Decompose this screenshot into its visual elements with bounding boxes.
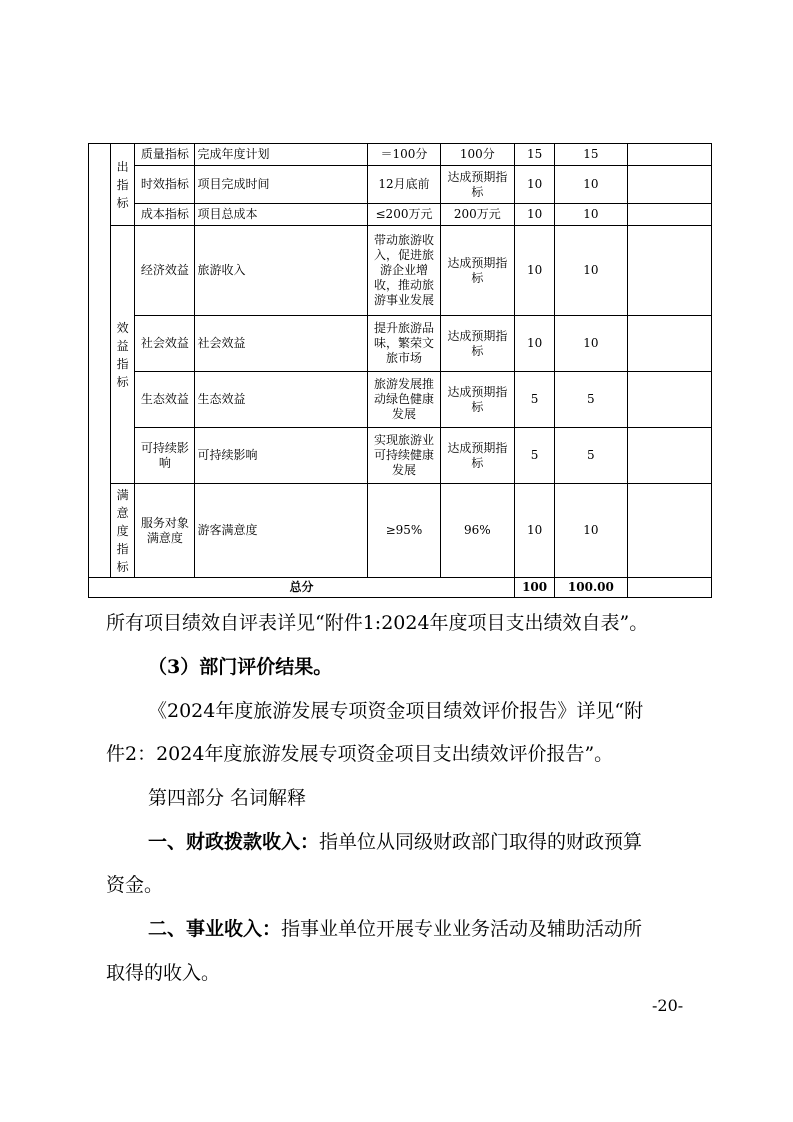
- score-cell: 15: [555, 144, 627, 166]
- weight-cell: 10: [515, 166, 555, 204]
- weight-cell: 10: [515, 204, 555, 226]
- score-cell: 10: [555, 316, 627, 372]
- section-heading-3: （3）部门评价结果。: [148, 656, 333, 678]
- weight-cell: 10: [515, 484, 555, 578]
- target-cell: ＝100分: [368, 144, 440, 166]
- score-cell: 10: [555, 484, 627, 578]
- actual-cell: 200万元: [440, 204, 514, 226]
- category-cell: 成本指标: [135, 204, 195, 226]
- blank-cell: [627, 226, 711, 316]
- target-cell: ≥95%: [368, 484, 440, 578]
- definition-2-term: 二、事业收入：: [148, 918, 282, 940]
- table-row: [89, 166, 712, 204]
- actual-cell: 达成预期指标: [440, 316, 514, 372]
- category-cell: 时效指标: [135, 166, 195, 204]
- target-cell: 旅游发展推动绿色健康发展: [368, 372, 440, 428]
- score-cell: 5: [555, 372, 627, 428]
- category-cell: 社会效益: [135, 316, 195, 372]
- blank-cell: [627, 166, 711, 204]
- blank-cell: [627, 428, 711, 484]
- definition-1-term: 一、财政拨款收入：: [148, 831, 320, 853]
- weight-cell: 5: [515, 428, 555, 484]
- indicator-cell: 项目总成本: [195, 204, 368, 226]
- table-row: [89, 204, 712, 226]
- weight-cell: 10: [515, 316, 555, 372]
- target-cell: 提升旅游品味，繁荣文旅市场: [368, 316, 440, 372]
- total-weight: 100: [515, 578, 555, 598]
- category-cell: 经济效益: [135, 226, 195, 316]
- indicator-cell: 社会效益: [195, 316, 368, 372]
- category-cell: 服务对象满意度: [135, 484, 195, 578]
- indicator-cell: 完成年度计划: [195, 144, 368, 166]
- page-number: -20-: [652, 996, 684, 1015]
- blank-cell: [627, 484, 711, 578]
- definition-2: [148, 918, 748, 941]
- score-cell: 5: [555, 428, 627, 484]
- blank-cell: [627, 316, 711, 372]
- target-cell: ≤200万元: [368, 204, 440, 226]
- indicator-cell: 可持续影响: [195, 428, 368, 484]
- score-cell: 10: [555, 204, 627, 226]
- actual-cell: 100分: [440, 144, 514, 166]
- actual-cell: 达成预期指标: [440, 372, 514, 428]
- blank-cell: [627, 204, 711, 226]
- definition-2-continued: 取得的收入。: [106, 962, 221, 984]
- blank-cell: [627, 144, 711, 166]
- paragraph-attachment-2-line1: 《2024年度旅游发展专项资金项目绩效评价报告》详见“附: [148, 700, 644, 722]
- indicator-cell: 旅游收入: [195, 226, 368, 316]
- total-label: 总分: [89, 578, 515, 598]
- target-cell: 12月底前: [368, 166, 440, 204]
- total-row: [89, 578, 712, 598]
- group-benefit-cell: 效益指标: [111, 226, 135, 484]
- category-cell: 生态效益: [135, 372, 195, 428]
- target-cell: 带动旅游收入，促进旅游企业增收，推动旅游事业发展: [368, 226, 440, 316]
- group-satisfaction-cell: 满意度指标: [111, 484, 135, 578]
- blank-cell: [89, 144, 111, 578]
- total-score: 100.00: [555, 578, 627, 598]
- table-row: [89, 226, 712, 316]
- table-row: [89, 428, 712, 484]
- performance-table: [88, 143, 712, 598]
- table-row: [89, 372, 712, 428]
- category-cell: 可持续影响: [135, 428, 195, 484]
- table-row: [89, 316, 712, 372]
- definition-1-continued: 资金。: [106, 874, 164, 896]
- table-row: [89, 144, 712, 166]
- blank-cell: [627, 372, 711, 428]
- indicator-cell: 生态效益: [195, 372, 368, 428]
- paragraph-attachment-2-line2: 件2：2024年度旅游发展专项资金项目支出绩效评价报告”。: [106, 743, 614, 765]
- definition-2-text: 指事业单位开展专业业务活动及辅助活动所: [281, 918, 643, 940]
- paragraph-attachment-1: 所有项目绩效自评表详见“附件1:2024年度项目支出绩效自表”。: [106, 612, 649, 634]
- indicator-cell: 项目完成时间: [195, 166, 368, 204]
- actual-cell: 达成预期指标: [440, 166, 514, 204]
- definition-1-text: 指单位从同级财政部门取得的财政预算: [319, 831, 643, 853]
- blank-cell: [627, 578, 711, 598]
- actual-cell: 达成预期指标: [440, 226, 514, 316]
- group-output-cell: 出指标: [111, 144, 135, 226]
- definition-1: [148, 831, 748, 854]
- weight-cell: 5: [515, 372, 555, 428]
- actual-cell: 96%: [440, 484, 514, 578]
- score-cell: 10: [555, 166, 627, 204]
- category-cell: 质量指标: [135, 144, 195, 166]
- indicator-cell: 游客满意度: [195, 484, 368, 578]
- table-row: [89, 484, 712, 578]
- actual-cell: 达成预期指标: [440, 428, 514, 484]
- weight-cell: 15: [515, 144, 555, 166]
- part-four-heading: 第四部分 名词解释: [148, 787, 307, 809]
- weight-cell: 10: [515, 226, 555, 316]
- target-cell: 实现旅游业可持续健康发展: [368, 428, 440, 484]
- score-cell: 10: [555, 226, 627, 316]
